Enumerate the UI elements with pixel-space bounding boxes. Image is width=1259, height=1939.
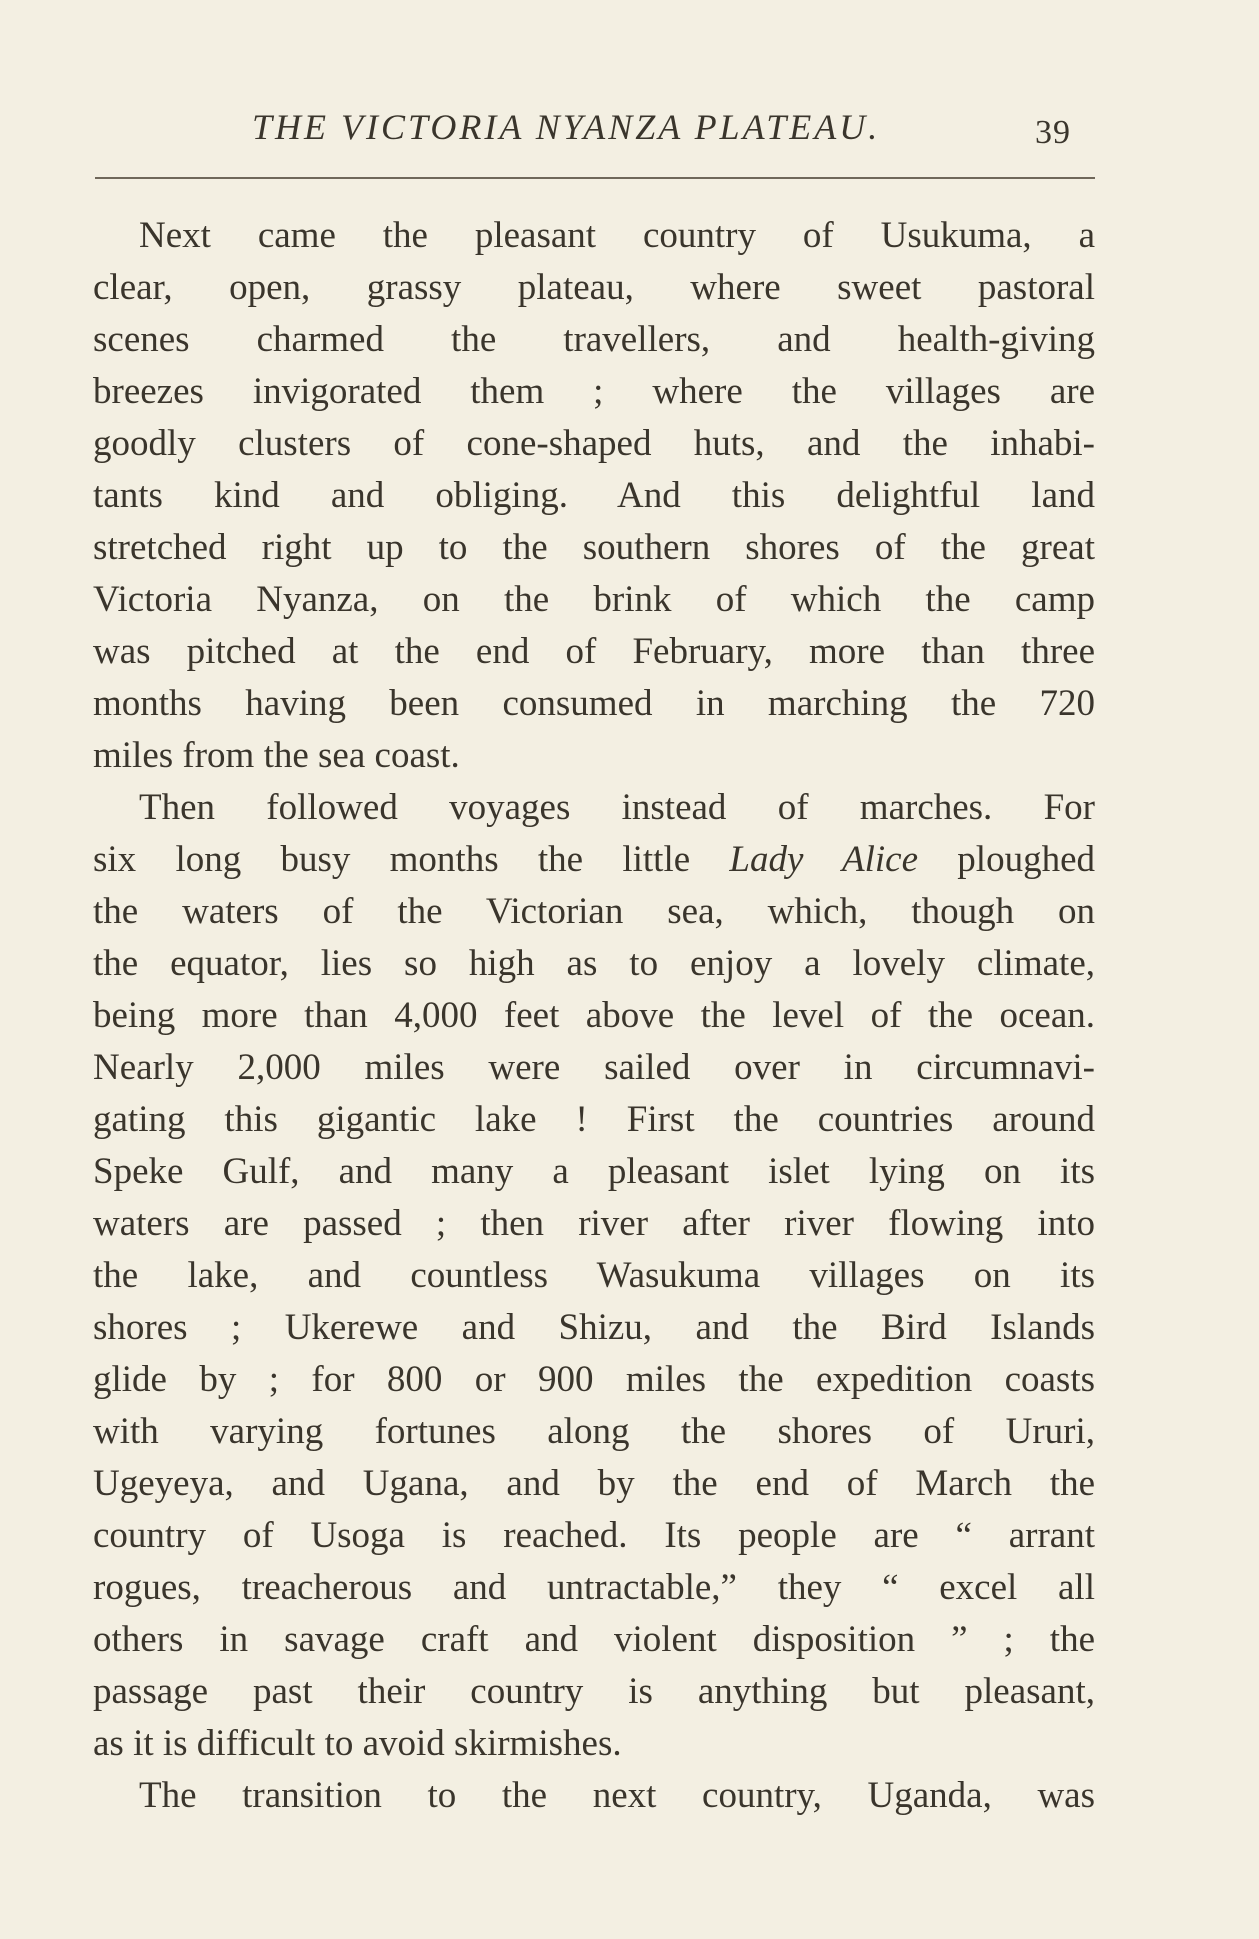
text-line: the lake, and countless Wasukuma villages on its: [93, 1255, 1095, 1296]
running-title: THE VICTORIA NYANZA PLATEAU.: [252, 107, 881, 147]
text-segment: six long busy months the little: [93, 839, 730, 880]
text-line: others in savage craft and violent disposition ” ; the: [93, 1619, 1095, 1660]
text-line: glide by ; for 800 or 900 miles the expedition coasts: [93, 1359, 1095, 1400]
text-line: Then followed voyages instead of marches. For: [139, 787, 1095, 828]
text-line: miles from the sea coast.: [93, 735, 460, 776]
text-line: breezes invigorated them ; where the villages are: [93, 371, 1095, 412]
header-rule: [95, 177, 1095, 179]
text-line: as it is difficult to avoid skirmishes.: [93, 1723, 622, 1764]
text-line: months having been consumed in marching the 720: [93, 683, 1095, 724]
text-line: Next came the pleasant country of Usukuma, a: [139, 215, 1095, 256]
text-line: Victoria Nyanza, on the brink of which the camp: [93, 579, 1095, 620]
text-line: goodly clusters of cone-shaped huts, and the inhabi-: [93, 423, 1095, 464]
text-line: the equator, lies so high as to enjoy a lovely climate,: [93, 943, 1095, 984]
text-segment: ploughed: [918, 839, 1095, 880]
text-line-with-italic: [93, 834, 1095, 886]
text-line: stretched right up to the southern shores of the great: [93, 527, 1095, 568]
text-line: Ugeyeya, and Ugana, and by the end of March the: [93, 1463, 1095, 1504]
text-line: scenes charmed the travellers, and health-giving: [93, 319, 1095, 360]
text-line: gating this gigantic lake ! First the countries around: [93, 1099, 1095, 1140]
text-line: tants kind and obliging. And this delightful land: [93, 475, 1095, 516]
running-header: [0, 100, 1259, 160]
text-line: The transition to the next country, Uganda, was: [139, 1775, 1095, 1816]
text-line: was pitched at the end of February, more than three: [93, 631, 1095, 672]
body-text: [93, 210, 1095, 1822]
text-line: waters are passed ; then river after river flowing into: [93, 1203, 1095, 1244]
text-line: the waters of the Victorian sea, which, though on: [93, 891, 1095, 932]
text-line: Speke Gulf, and many a pleasant islet lying on its: [93, 1151, 1095, 1192]
text-line: passage past their country is anything but pleasant,: [93, 1671, 1095, 1712]
text-line: being more than 4,000 feet above the level of the ocean.: [93, 995, 1095, 1036]
ship-name: Lady Alice: [729, 839, 919, 880]
text-line: Nearly 2,000 miles were sailed over in circumnavi-: [93, 1047, 1095, 1088]
text-line: shores ; Ukerewe and Shizu, and the Bird Islands: [93, 1307, 1095, 1348]
text-line: country of Usoga is reached. Its people are “ arrant: [93, 1515, 1095, 1556]
text-line: rogues, treacherous and untractable,” they “ excel all: [93, 1567, 1095, 1608]
text-line: clear, open, grassy plateau, where sweet pastoral: [93, 267, 1095, 308]
page-number: 39: [1035, 114, 1071, 151]
text-line: with varying fortunes along the shores of Ururi,: [93, 1411, 1095, 1452]
